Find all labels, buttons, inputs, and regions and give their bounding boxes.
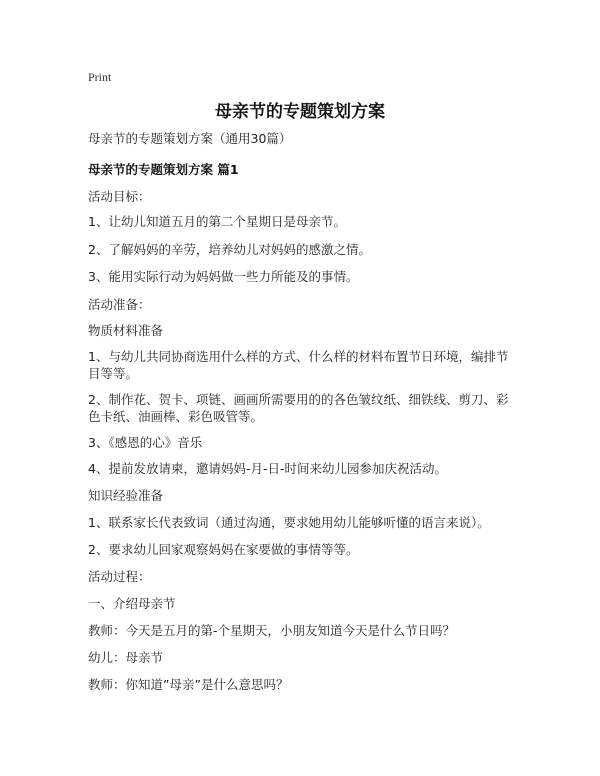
- step-1-heading: 一、介绍母亲节: [88, 596, 176, 611]
- goal-heading: 活动目标：: [88, 189, 151, 204]
- document-subtitle: 母亲节的专题策划方案（通用30篇）: [88, 131, 292, 146]
- goal-item-1: 1、让幼儿知道五月的第二个星期日是母亲节。: [88, 214, 346, 229]
- knowledge-heading: 知识经验准备: [88, 488, 164, 503]
- knowledge-item-1: 1、联系家长代表致词（通过沟通，要求她用幼儿能够听懂的语言来说）。: [88, 515, 490, 530]
- material-heading: 物质材料准备: [88, 323, 164, 338]
- dialog-line-2: 幼儿：母亲节: [88, 650, 164, 665]
- print-label: Print: [88, 70, 112, 84]
- process-heading: 活动过程：: [88, 569, 151, 584]
- goal-item-3: 3、能用实际行动为妈妈做一些力所能及的事情。: [88, 269, 359, 284]
- section-heading: 母亲节的专题策划方案 篇1: [88, 162, 239, 177]
- goal-item-2: 2、了解妈妈的辛劳，培养幼儿对妈妈的感激之情。: [88, 242, 371, 257]
- dialog-line-3: 教师：你知道”母亲”是什么意思吗？: [88, 677, 289, 692]
- dialog-line-1: 教师：今天是五月的第-个星期天，小朋友知道今天是什么节日吗？: [88, 623, 456, 638]
- prep-heading: 活动准备：: [88, 297, 151, 312]
- document-title: 母亲节的专题策划方案: [215, 102, 385, 122]
- material-item-2: 2、制作花、贺卡、项链、画画所需要用的的各色皱纹纸、细铁线、剪刀、彩色卡纸、油画棒、彩色吸管等。: [88, 392, 509, 424]
- material-item-4: 4、提前发放请柬，邀请妈妈-月-日-时间来幼儿园参加庆祝活动。: [88, 461, 447, 476]
- knowledge-item-2: 2、要求幼儿回家观察妈妈在家要做的事情等等。: [88, 542, 359, 557]
- material-item-3: 3、《感恩的心》音乐: [88, 435, 203, 450]
- material-item-1: 1、与幼儿共同协商选用什么样的方式、什么样的材料布置节日环境，编排节目等等。: [88, 349, 509, 381]
